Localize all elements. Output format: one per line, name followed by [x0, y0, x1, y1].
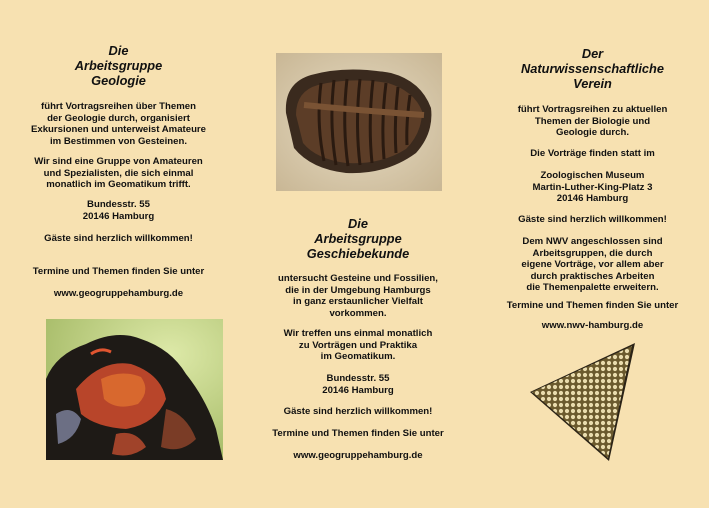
geologie-dates-text: Termine und Themen finden Sie unter	[32, 266, 205, 277]
geologie-intro: führt Vortragsreihen über Themen der Geologie durch, organisiert Exkursionen und unterweist Amateure im Bestimmen von Gesteinen.	[30, 101, 207, 147]
geschiebekunde-title: Die Arbeitsgruppe Geschiebekunde	[306, 216, 410, 261]
nwv-url[interactable]: www.nwv-hamburg.de	[541, 320, 644, 331]
geologie-url[interactable]: www.geogruppehamburg.de	[53, 288, 184, 299]
nwv-intro: führt Vortragsreihen zu aktuellen Themen der Biologie und Geologie durch.	[517, 104, 668, 139]
nwv-dates-text: Termine und Themen finden Sie unter	[506, 300, 679, 311]
nwv-welcome: Gäste sind herzlich willkommen!	[518, 214, 667, 225]
geologie-address: Bundesstr. 55 20146 Hamburg	[82, 199, 155, 222]
geologie-about: Wir sind eine Gruppe von Amateuren und Spezialisten, die sich einmal monatlich im Geomatikum trifft.	[34, 156, 203, 191]
nwv-venue: Zoologischen Museum Martin-Luther-King-Platz 3 20146 Hamburg	[532, 170, 653, 205]
trilobite-photo	[276, 53, 442, 191]
nwv-title: Der Naturwissenschaftliche Verein	[521, 46, 664, 91]
geschiebekunde-address: Bundesstr. 55 20146 Hamburg	[322, 373, 394, 396]
nwv-groups: Dem NWV angeschlossen sind Arbeitsgruppen, die durch eigene Vorträge, vor allem aber durch praktisches Arbeiten die Themenpalette erweitern.	[521, 236, 664, 294]
geschiebekunde-welcome: Gäste sind herzlich willkommen!	[283, 406, 433, 417]
geschiebekunde-about: Wir treffen uns einmal monatlich zu Vorträgen und Praktika im Geomatikum.	[283, 328, 433, 363]
nwv-venue-intro: Die Vorträge finden statt im	[530, 148, 655, 159]
geologie-welcome: Gäste sind herzlich willkommen!	[44, 233, 193, 244]
rock-photo	[46, 319, 223, 460]
geschiebekunde-url[interactable]: www.geogruppehamburg.de	[293, 450, 423, 461]
diatom-image	[528, 342, 638, 462]
geologie-title: Die Arbeitsgruppe Geologie	[74, 43, 163, 88]
geschiebekunde-intro: untersucht Gesteine und Fossilien, die in der Umgebung Hamburgs in ganz erstaunlicher Vielfalt vorkommen.	[278, 273, 438, 319]
geschiebekunde-dates-text: Termine und Themen finden Sie unter	[272, 428, 444, 439]
